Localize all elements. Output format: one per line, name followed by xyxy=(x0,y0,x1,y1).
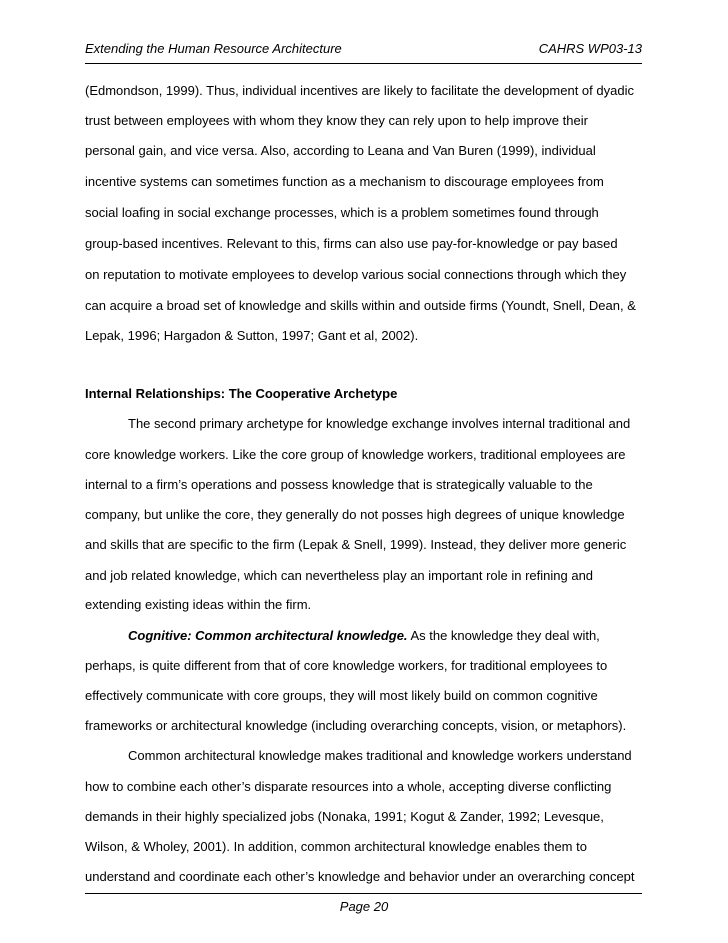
header-paper-code: CAHRS WP03-13 xyxy=(538,41,642,56)
text-run: As the knowledge they deal with, xyxy=(407,628,600,643)
text-line: perhaps, is quite different from that of core knowledge workers, for traditional employees to xyxy=(85,658,608,673)
header-divider xyxy=(85,63,642,64)
text-line: demands in their highly specialized jobs (Nonaka, 1991; Kogut & Zander, 1992; Levesque, xyxy=(85,809,604,824)
text-line: and skills that are specific to the firm (Lepak & Snell, 1999). Instead, they deliver more generic xyxy=(85,537,627,552)
page-number: Page 20 xyxy=(339,899,389,914)
text-line: personal gain, and vice versa. Also, according to Leana and Van Buren (1999), individual xyxy=(85,143,596,158)
text-line: understand and coordinate each other’s knowledge and behavior under an overarching concept xyxy=(85,869,635,884)
text-line: core knowledge workers. Like the core group of knowledge workers, traditional employees are xyxy=(85,447,626,462)
header-title: Extending the Human Resource Architecture xyxy=(85,41,342,56)
text-line: Wilson, & Wholey, 2001). In addition, common architectural knowledge enables them to xyxy=(85,839,587,854)
text-line: (Edmondson, 1999). Thus, individual incentives are likely to facilitate the development of dyadic xyxy=(85,83,634,98)
text-line: Lepak, 1996; Hargadon & Sutton, 1997; Gant et al, 2002). xyxy=(85,328,419,343)
text-line: trust between employees with whom they know they can rely upon to help improve their xyxy=(85,113,588,128)
text-line: group-based incentives. Relevant to this, firms can also use pay-for-knowledge or pay based xyxy=(85,236,618,251)
text-line: on reputation to motivate employees to develop various social connections through which they xyxy=(85,267,627,282)
text-line: Common architectural knowledge makes traditional and knowledge workers understand xyxy=(128,748,632,763)
subheading-line xyxy=(128,627,600,645)
text-line: frameworks or architectural knowledge (including overarching concepts, vision, or metaphors). xyxy=(85,718,627,733)
text-line: extending existing ideas within the firm. xyxy=(85,597,312,612)
subsection-heading: Cognitive: Common architectural knowledge. xyxy=(128,628,408,643)
text-line: and job related knowledge, which can nevertheless play an important role in refining and xyxy=(85,568,594,583)
text-line: how to combine each other’s disparate resources into a whole, accepting diverse conflicting xyxy=(85,779,612,794)
footer-divider xyxy=(85,893,642,894)
section-heading: Internal Relationships: The Cooperative Archetype xyxy=(85,386,398,401)
running-header xyxy=(85,41,642,61)
text-line: can acquire a broad set of knowledge and skills within and outside firms (Youndt, Snell, Dean, & xyxy=(85,298,636,313)
text-line: incentive systems can sometimes function as a mechanism to discourage employees from xyxy=(85,174,604,189)
text-line: company, but unlike the core, they generally do not posses high degrees of unique knowledge xyxy=(85,507,625,522)
text-line: effectively communicate with core groups, they will most likely build on common cognitive xyxy=(85,688,598,703)
text-line: social loafing in social exchange processes, which is a problem sometimes found through xyxy=(85,205,599,220)
text-line: internal to a firm’s operations and possess knowledge that is strategically valuable to the xyxy=(85,477,593,492)
text-line: The second primary archetype for knowledge exchange involves internal traditional and xyxy=(128,416,631,431)
